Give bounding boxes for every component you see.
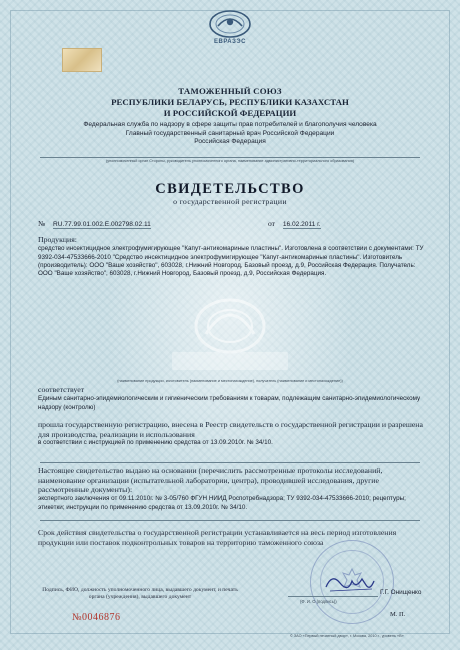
authority-rule [40,157,420,158]
eurasec-emblem-icon [208,8,252,38]
corresponds-text: Единым санитарно-эпидемиологическим и гигиеническим требованиям к товарам, подлежащим санитарно-эпидемиологическому надзору (контролю) [38,395,421,411]
certificate-number-row [38,219,368,229]
eurasec-watermark [150,290,310,380]
registration-text: прошла государственную регистрацию, внесена в Реестр свидетельств о государственной регистрации и разрешена для производства, реализации и использования [38,420,423,439]
corresponds-label: соответствует [38,385,85,394]
products-text: средство инсектицидное электрофумигирующее "Капут-антикомариные пластины". Изготовлена в соответствии с документами: ТУ 9392-034-47533666-2010 "Средство инсектицидное электрофумигирующее "Капут-антикомариные пластины". Изготовитель (производитель): ООО "Ваше хозяйство", 603028, г.Нижний Новгород, Базовый проезд, д.9, Российская Федерация. Получатель: ООО "Ваше хозяйство", 603028, г.Нижний Новгород, Базовый проезд, д.9, Российская Федерация. [38,245,424,278]
authority-line-3: Российская Федерация [194,138,266,146]
certificate-date: 16.02.2011 г. [282,221,321,228]
basis-text: Настоящее свидетельство выдано на основании (перечислить рассмотренные протоколы исследований, наименование организации (испытательной лаборатории, центра), проводившей исследования, другие рассмотренные документы): [38,466,383,495]
authority-line-1: Федеральная служба по надзору в сфере защиты прав потребителей и благополучия человека [83,121,377,128]
serial-number: №0046876 [72,612,121,623]
authority-line-2: Главный государственный санитарный врач Российской Федерации [125,129,335,137]
date-group [268,219,321,229]
logo-text: ЕВРАЗЭС [213,38,246,45]
authority-caption: (уполномоченный орган Стороны, руководитель уполномоченного органа, наименование административно-территориального образования) [105,159,355,163]
products-section [38,235,424,279]
eurasec-logo [205,8,255,46]
usage-rule [40,462,420,463]
basis-section [38,466,424,512]
printer-footer: © ЗАО «Первый печатный двор», г. Москва, 2010 г., уровень «В» [290,634,404,638]
registration-section [38,420,424,448]
handwritten-signature-icon [322,571,378,595]
seal-place-mark: М. П. [390,611,406,618]
signatory-name: Г.Г. Онищенко [380,589,422,596]
basis-rule [40,520,420,521]
document-subtitle: о государственной регистрации [173,197,287,206]
hologram-sticker [62,48,102,72]
watermark-emblem-icon [150,290,310,380]
certificate-number: RU.77.99.01.002.Е.002798.02.11 [53,221,151,228]
document-title: СВИДЕТЕЛЬСТВО [155,181,305,197]
number-label: № [38,219,46,228]
basis-details: экспертного заключения от 09.11.2010г. № 3-05/760 ФГУН НИИД Роспотребнадзора; ТУ 9392-034-47533666-2010; рецептуры; этикетки; инструкции по применению средства от 13.09.2010г. № 34/10. [38,495,406,511]
validity-text: Срок действия свидетельства о государственной регистрации устанавливается на весь период изготовления продукции или поставок подконтрольных товаров на территорию таможенного союза [38,528,397,547]
header-line-1: ТАМОЖЕННЫЙ СОЮЗ [178,86,282,96]
date-label: от [268,219,275,228]
products-label: Продукция: [38,235,77,244]
header-line-2: РЕСПУБЛИКИ БЕЛАРУСЬ, РЕСПУБЛИКИ КАЗАХСТАН [111,97,349,107]
signature-line [288,596,378,597]
signature-caption: Подпись, ФИО, должность уполномоченного лица, выдавшего документ, и печать органа (учреждения), выдавшего документ [42,587,238,601]
header-line-3: И РОССИЙСКОЙ ФЕДЕРАЦИИ [163,108,297,118]
usage-text: в соответствии с инструкцией по применению средства от 13.09.2010г. № 34/10. [38,439,273,447]
products-caption: (наименование продукции, изготовитель (наименование и местонахождение), получатель (наименование и местонахождение)) [117,379,343,383]
signature-name-caption: (Ф. И. О.(подпись)) [300,599,337,604]
issuing-authority [30,121,430,147]
corresponds-section [38,385,424,412]
